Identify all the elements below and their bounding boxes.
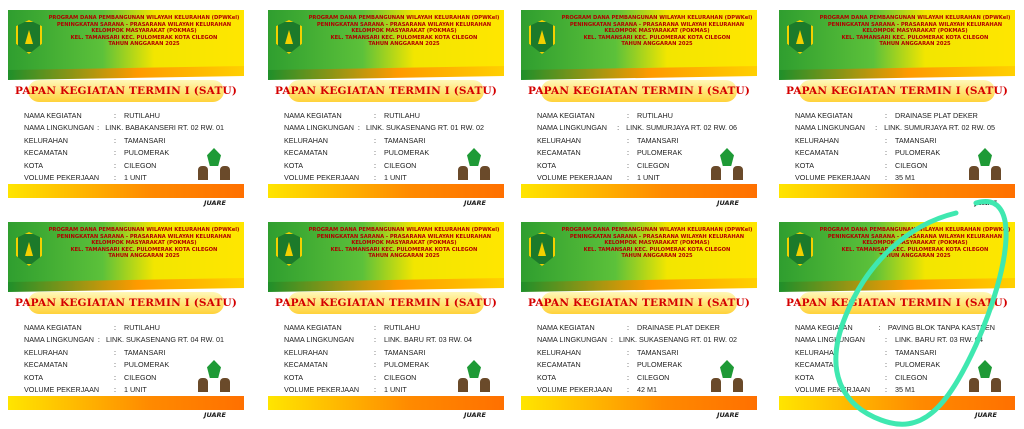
header-line: KELOMPOK MASYARAKAT (POKMAS) [351, 240, 457, 247]
bottom-strip [521, 184, 757, 198]
field-label: KECAMATAN [284, 148, 328, 158]
field-value: CILEGON [384, 160, 417, 170]
board-title: PAPAN KEGIATAN TERMIN I (SATU) [528, 297, 750, 309]
cilegon-juare-badge: JUARE [705, 184, 751, 196]
field-label: KOTA [537, 372, 557, 382]
field-label: KELURAHAN [537, 347, 581, 357]
header-line: KELOMPOK MASYARAKAT (POKMAS) [91, 28, 197, 35]
field-label: VOLUME PEKERJAAN [24, 173, 100, 183]
header-text [48, 15, 240, 48]
field-separator: : [114, 111, 116, 120]
field-separator: : [374, 335, 376, 345]
header-line: PROGRAM DANA PEMBANGUNAN WILAYAH KELURAHAN (DPWKel) [819, 227, 1011, 233]
cilegon-juare-badge: JUARE [963, 396, 1009, 408]
field-value: 1 UNIT [637, 173, 660, 183]
field-value: TAMANSARI [637, 135, 679, 145]
field-value: CILEGON [895, 372, 928, 382]
field-row-kegiatan [24, 110, 224, 122]
field-label: NAMA LINGKUNGAN [284, 123, 354, 133]
field-value: LINK. BARU RT. 03 RW. 04 [895, 335, 984, 345]
field-label: VOLUME PEKERJAAN [537, 173, 613, 183]
field-separator: : [627, 173, 629, 183]
field-label: KOTA [795, 160, 815, 170]
field-label: KOTA [24, 372, 44, 382]
city-emblem-icon [276, 20, 302, 54]
mascot-illustration-icon [965, 148, 1005, 184]
field-label: KELURAHAN [24, 135, 68, 145]
field-value: 42 M1 [637, 385, 657, 395]
field-separator: : [627, 385, 629, 395]
field-label: NAMA LINGKUNGAN [795, 335, 865, 345]
field-separator: : [114, 360, 116, 370]
header-text [308, 227, 500, 260]
field-separator: : [627, 148, 629, 158]
field-row-lingkungan [284, 122, 484, 134]
city-emblem-icon [16, 232, 42, 266]
field-label: NAMA KEGIATAN [537, 323, 595, 332]
field-value: PULOMERAK [384, 360, 430, 370]
header-line: KELOMPOK MASYARAKAT (POKMAS) [91, 240, 197, 247]
header-line: PROGRAM DANA PEMBANGUNAN WILAYAH KELURAHAN (DPWKel) [561, 227, 753, 233]
field-row-kelurahan [795, 135, 995, 147]
field-separator: : [374, 148, 376, 158]
field-label: VOLUME PEKERJAAN [795, 385, 871, 395]
board-header [521, 222, 757, 284]
board-title: PAPAN KEGIATAN TERMIN I (SATU) [275, 85, 497, 97]
header-line: KEL. TAMANSARI KEC. PULOMERAK KOTA CILEGON [841, 34, 989, 41]
board-header [268, 10, 504, 72]
board-header [779, 10, 1015, 72]
cilegon-juare-badge: JUARE [705, 396, 751, 408]
board-header [268, 222, 504, 284]
field-row-lingkungan [24, 122, 224, 134]
field-separator: : [885, 173, 887, 183]
header-line: KEL. TAMANSARI KEC. PULOMERAK KOTA CILEGON [583, 246, 731, 253]
field-value: 1 UNIT [384, 385, 407, 395]
field-label: NAMA LINGKUNGAN [537, 335, 607, 345]
field-label: KECAMATAN [795, 360, 839, 370]
title-banner [275, 80, 497, 102]
header-line: TAHUN ANGGARAN 2025 [108, 253, 180, 260]
field-separator: : [114, 148, 116, 158]
field-value: TAMANSARI [637, 347, 679, 357]
field-separator: : [374, 347, 376, 357]
field-separator: : [617, 123, 620, 133]
header-line: KELOMPOK MASYARAKAT (POKMAS) [604, 28, 710, 35]
bottom-strip [521, 396, 757, 410]
field-value: LINK. BABAKANSERI RT. 02 RW. 01 [105, 123, 224, 133]
header-line: KELOMPOK MASYARAKAT (POKMAS) [351, 28, 457, 35]
mascot-illustration-icon [194, 148, 234, 184]
field-separator: : [114, 160, 116, 170]
board-title: PAPAN KEGIATAN TERMIN I (SATU) [15, 297, 237, 309]
field-value: PAVING BLOK TANPA KASTEEN [887, 323, 995, 332]
project-board [8, 10, 244, 207]
field-row-kegiatan [24, 322, 224, 334]
field-label: NAMA LINGKUNGAN [24, 123, 94, 133]
header-text [561, 227, 753, 260]
project-board [779, 10, 1015, 207]
field-value: PULOMERAK [124, 148, 170, 158]
field-label: VOLUME PEKERJAAN [795, 173, 871, 183]
field-value: CILEGON [384, 372, 417, 382]
field-separator: : [885, 372, 887, 382]
header-line: PROGRAM DANA PEMBANGUNAN WILAYAH KELURAHAN (DPWKel) [819, 15, 1011, 21]
field-value: 1 UNIT [124, 385, 147, 395]
field-row-lingkungan [24, 334, 224, 346]
field-separator: : [627, 347, 629, 357]
field-separator: : [114, 323, 116, 332]
field-value: PULOMERAK [384, 148, 430, 158]
field-separator: : [114, 347, 116, 357]
header-line: KELOMPOK MASYARAKAT (POKMAS) [862, 240, 968, 247]
field-label: KELURAHAN [24, 347, 68, 357]
board-header [8, 222, 244, 284]
board-header [8, 10, 244, 72]
field-value: 35 M1 [895, 173, 915, 183]
field-value: TAMANSARI [124, 347, 166, 357]
field-separator: : [374, 160, 376, 170]
field-separator: : [627, 135, 629, 145]
mascot-illustration-icon [707, 148, 747, 184]
field-label: KELURAHAN [284, 347, 328, 357]
board-title: PAPAN KEGIATAN TERMIN I (SATU) [15, 85, 237, 97]
field-row-kegiatan [284, 110, 484, 122]
field-label: KECAMATAN [537, 360, 581, 370]
field-row-kelurahan [537, 135, 737, 147]
field-value: CILEGON [637, 372, 670, 382]
field-value: PULOMERAK [124, 360, 170, 370]
field-label: VOLUME PEKERJAAN [284, 173, 360, 183]
field-separator: : [885, 135, 887, 145]
field-label: NAMA KEGIATAN [284, 323, 342, 332]
field-row-lingkungan [795, 334, 995, 346]
field-label: KELURAHAN [284, 135, 328, 145]
cilegon-juare-badge: JUARE [452, 184, 498, 196]
field-value: RUTILAHU [124, 323, 160, 332]
board-title: PAPAN KEGIATAN TERMIN I (SATU) [528, 85, 750, 97]
field-label: KOTA [284, 372, 304, 382]
field-separator: : [627, 372, 629, 382]
header-line: KEL. TAMANSARI KEC. PULOMERAK KOTA CILEGON [70, 246, 218, 253]
header-line: PROGRAM DANA PEMBANGUNAN WILAYAH KELURAHAN (DPWKel) [561, 15, 753, 21]
field-label: KECAMATAN [284, 360, 328, 370]
city-emblem-icon [16, 20, 42, 54]
field-value: LINK. SUKASENANG RT. 01 RW. 02 [366, 123, 484, 133]
field-value: 1 UNIT [384, 173, 407, 183]
field-row-kegiatan [795, 322, 995, 334]
field-value: CILEGON [124, 372, 157, 382]
header-line: KELOMPOK MASYARAKAT (POKMAS) [604, 240, 710, 247]
header-line: KELOMPOK MASYARAKAT (POKMAS) [862, 28, 968, 35]
field-label: KECAMATAN [537, 148, 581, 158]
field-separator: : [878, 323, 881, 332]
field-row-kegiatan [537, 110, 737, 122]
field-separator: : [114, 372, 116, 382]
field-label: NAMA KEGIATAN [24, 323, 82, 332]
field-value: LINK. SUKASENANG RT. 01 RW. 02 [619, 335, 737, 345]
city-emblem-icon [276, 232, 302, 266]
mascot-illustration-icon [454, 360, 494, 396]
project-board [8, 222, 244, 419]
project-board [268, 222, 504, 419]
field-value: TAMANSARI [384, 347, 426, 357]
field-separator: : [374, 111, 376, 120]
header-line: TAHUN ANGGARAN 2025 [368, 41, 440, 48]
header-text [819, 227, 1011, 260]
field-row-kelurahan [24, 347, 224, 359]
field-separator: : [627, 160, 629, 170]
board-header [521, 10, 757, 72]
header-line: PENINGKATAN SARANA - PRASARANA WILAYAH KELURAHAN [316, 21, 492, 28]
field-label: KELURAHAN [795, 347, 839, 357]
field-label: KECAMATAN [795, 148, 839, 158]
field-separator: : [885, 160, 887, 170]
bottom-strip [779, 184, 1015, 198]
field-value: LINK. BARU RT. 03 RW. 04 [384, 335, 473, 345]
field-label: KOTA [284, 160, 304, 170]
header-line: PENINGKATAN SARANA - PRASARANA WILAYAH KELURAHAN [56, 233, 232, 240]
bottom-strip [779, 396, 1015, 410]
header-line: PENINGKATAN SARANA - PRASARANA WILAYAH KELURAHAN [316, 233, 492, 240]
header-line: PROGRAM DANA PEMBANGUNAN WILAYAH KELURAHAN (DPWKel) [308, 227, 500, 233]
mascot-illustration-icon [707, 360, 747, 396]
field-label: NAMA LINGKUNGAN [537, 123, 607, 133]
field-value: DRAINASE PLAT DEKER [637, 323, 720, 332]
field-row-lingkungan [284, 334, 484, 346]
title-banner [528, 80, 750, 102]
field-separator: : [885, 385, 887, 395]
header-line: TAHUN ANGGARAN 2025 [879, 253, 951, 260]
field-row-kelurahan [537, 347, 737, 359]
field-separator: : [885, 148, 887, 158]
board-title: PAPAN KEGIATAN TERMIN I (SATU) [275, 297, 497, 309]
field-separator: : [97, 335, 100, 345]
bottom-strip [8, 396, 244, 410]
field-row-lingkungan [795, 122, 995, 134]
field-value: TAMANSARI [895, 135, 937, 145]
field-separator: : [97, 123, 100, 133]
field-separator: : [374, 360, 376, 370]
field-label: VOLUME PEKERJAAN [24, 385, 100, 395]
board-header [779, 222, 1015, 284]
bottom-strip [268, 396, 504, 410]
field-value: RUTILAHU [124, 111, 160, 120]
header-text [819, 15, 1011, 48]
header-text [308, 15, 500, 48]
title-banner [15, 292, 237, 314]
field-label: KELURAHAN [795, 135, 839, 145]
board-title: PAPAN KEGIATAN TERMIN I (SATU) [786, 85, 1008, 97]
field-value: RUTILAHU [384, 323, 420, 332]
field-separator: : [885, 347, 887, 357]
field-separator: : [114, 135, 116, 145]
field-value: PULOMERAK [637, 360, 683, 370]
field-separator: : [357, 123, 360, 133]
header-line: PENINGKATAN SARANA - PRASARANA WILAYAH KELURAHAN [827, 233, 1003, 240]
city-emblem-icon [529, 232, 555, 266]
field-value: 1 UNIT [124, 173, 147, 183]
cilegon-juare-badge: JUARE [192, 396, 238, 408]
field-row-kegiatan [284, 322, 484, 334]
title-banner [528, 292, 750, 314]
mascot-illustration-icon [965, 360, 1005, 396]
header-line: PENINGKATAN SARANA - PRASARANA WILAYAH KELURAHAN [569, 233, 745, 240]
field-separator: : [114, 173, 116, 183]
header-line: PENINGKATAN SARANA - PRASARANA WILAYAH KELURAHAN [56, 21, 232, 28]
city-emblem-icon [787, 20, 813, 54]
header-line: TAHUN ANGGARAN 2025 [108, 41, 180, 48]
field-separator: : [374, 372, 376, 382]
header-line: KEL. TAMANSARI KEC. PULOMERAK KOTA CILEGON [70, 34, 218, 41]
bottom-strip [268, 184, 504, 198]
field-label: NAMA LINGKUNGAN [284, 335, 354, 345]
field-separator: : [374, 135, 376, 145]
field-row-kelurahan [24, 135, 224, 147]
field-label: KOTA [795, 372, 815, 382]
field-separator: : [374, 173, 376, 183]
project-board [521, 10, 757, 207]
field-label: NAMA LINGKUNGAN [795, 123, 865, 133]
field-value: LINK. SUKASENANG RT. 04 RW. 01 [106, 335, 224, 345]
field-label: KELURAHAN [537, 135, 581, 145]
field-separator: : [627, 360, 629, 370]
field-value: PULOMERAK [895, 360, 941, 370]
header-line: PENINGKATAN SARANA - PRASARANA WILAYAH KELURAHAN [827, 21, 1003, 28]
field-value: LINK. SUMURJAYA RT. 02 RW. 06 [626, 123, 737, 133]
field-separator: : [885, 335, 887, 345]
title-banner [275, 292, 497, 314]
field-separator: : [885, 360, 887, 370]
header-line: KEL. TAMANSARI KEC. PULOMERAK KOTA CILEGON [841, 246, 989, 253]
field-label: NAMA LINGKUNGAN [24, 335, 94, 345]
field-value: DRAINASE PLAT DEKER [895, 111, 978, 120]
mascot-illustration-icon [454, 148, 494, 184]
field-label: NAMA KEGIATAN [795, 323, 853, 332]
field-label: VOLUME PEKERJAAN [537, 385, 613, 395]
field-label: KECAMATAN [24, 148, 68, 158]
cilegon-juare-badge: JUARE [452, 396, 498, 408]
field-value: TAMANSARI [895, 347, 937, 357]
field-label: NAMA KEGIATAN [537, 111, 595, 120]
header-line: KEL. TAMANSARI KEC. PULOMERAK KOTA CILEGON [330, 34, 478, 41]
header-line: PROGRAM DANA PEMBANGUNAN WILAYAH KELURAHAN (DPWKel) [48, 227, 240, 233]
mascot-illustration-icon [194, 360, 234, 396]
title-banner [15, 80, 237, 102]
field-value: CILEGON [895, 160, 928, 170]
project-board [779, 222, 1015, 419]
field-value: TAMANSARI [384, 135, 426, 145]
field-row-kelurahan [284, 347, 484, 359]
field-row-kelurahan [795, 347, 995, 359]
cilegon-juare-badge: JUARE [192, 184, 238, 196]
header-line: PROGRAM DANA PEMBANGUNAN WILAYAH KELURAHAN (DPWKel) [48, 15, 240, 21]
field-separator: : [374, 385, 376, 395]
field-value: 35 M1 [895, 385, 915, 395]
field-label: NAMA KEGIATAN [24, 111, 82, 120]
field-separator: : [875, 123, 878, 133]
field-row-kegiatan [537, 322, 737, 334]
field-separator: : [627, 111, 629, 120]
field-value: RUTILAHU [384, 111, 420, 120]
field-value: LINK. SUMURJAYA RT. 02 RW. 05 [884, 123, 995, 133]
project-board [268, 10, 504, 207]
field-separator: : [885, 111, 887, 120]
field-label: NAMA KEGIATAN [795, 111, 853, 120]
field-separator: : [374, 323, 376, 332]
field-separator: : [114, 385, 116, 395]
field-value: PULOMERAK [637, 148, 683, 158]
header-line: TAHUN ANGGARAN 2025 [621, 253, 693, 260]
header-line: TAHUN ANGGARAN 2025 [879, 41, 951, 48]
field-label: NAMA KEGIATAN [284, 111, 342, 120]
field-separator: : [610, 335, 613, 345]
cilegon-juare-badge: JUARE [963, 184, 1009, 196]
header-text [48, 227, 240, 260]
city-emblem-icon [787, 232, 813, 266]
header-line: TAHUN ANGGARAN 2025 [368, 253, 440, 260]
field-label: KECAMATAN [24, 360, 68, 370]
city-emblem-icon [529, 20, 555, 54]
field-label: VOLUME PEKERJAAN [284, 385, 360, 395]
field-row-kelurahan [284, 135, 484, 147]
header-line: KEL. TAMANSARI KEC. PULOMERAK KOTA CILEGON [330, 246, 478, 253]
board-title: PAPAN KEGIATAN TERMIN I (SATU) [786, 297, 1008, 309]
header-text [561, 15, 753, 48]
field-row-lingkungan [537, 122, 737, 134]
field-label: KOTA [537, 160, 557, 170]
header-line: KEL. TAMANSARI KEC. PULOMERAK KOTA CILEGON [583, 34, 731, 41]
field-value: PULOMERAK [895, 148, 941, 158]
field-value: CILEGON [124, 160, 157, 170]
field-separator: : [627, 323, 629, 332]
field-value: CILEGON [637, 160, 670, 170]
project-board [521, 222, 757, 419]
header-line: PROGRAM DANA PEMBANGUNAN WILAYAH KELURAHAN (DPWKel) [308, 15, 500, 21]
field-value: RUTILAHU [637, 111, 673, 120]
field-row-lingkungan [537, 334, 737, 346]
field-label: KOTA [24, 160, 44, 170]
bottom-strip [8, 184, 244, 198]
field-row-kegiatan [795, 110, 995, 122]
field-value: TAMANSARI [124, 135, 166, 145]
header-line: PENINGKATAN SARANA - PRASARANA WILAYAH KELURAHAN [569, 21, 745, 28]
header-line: TAHUN ANGGARAN 2025 [621, 41, 693, 48]
title-banner [786, 292, 1008, 314]
title-banner [786, 80, 1008, 102]
